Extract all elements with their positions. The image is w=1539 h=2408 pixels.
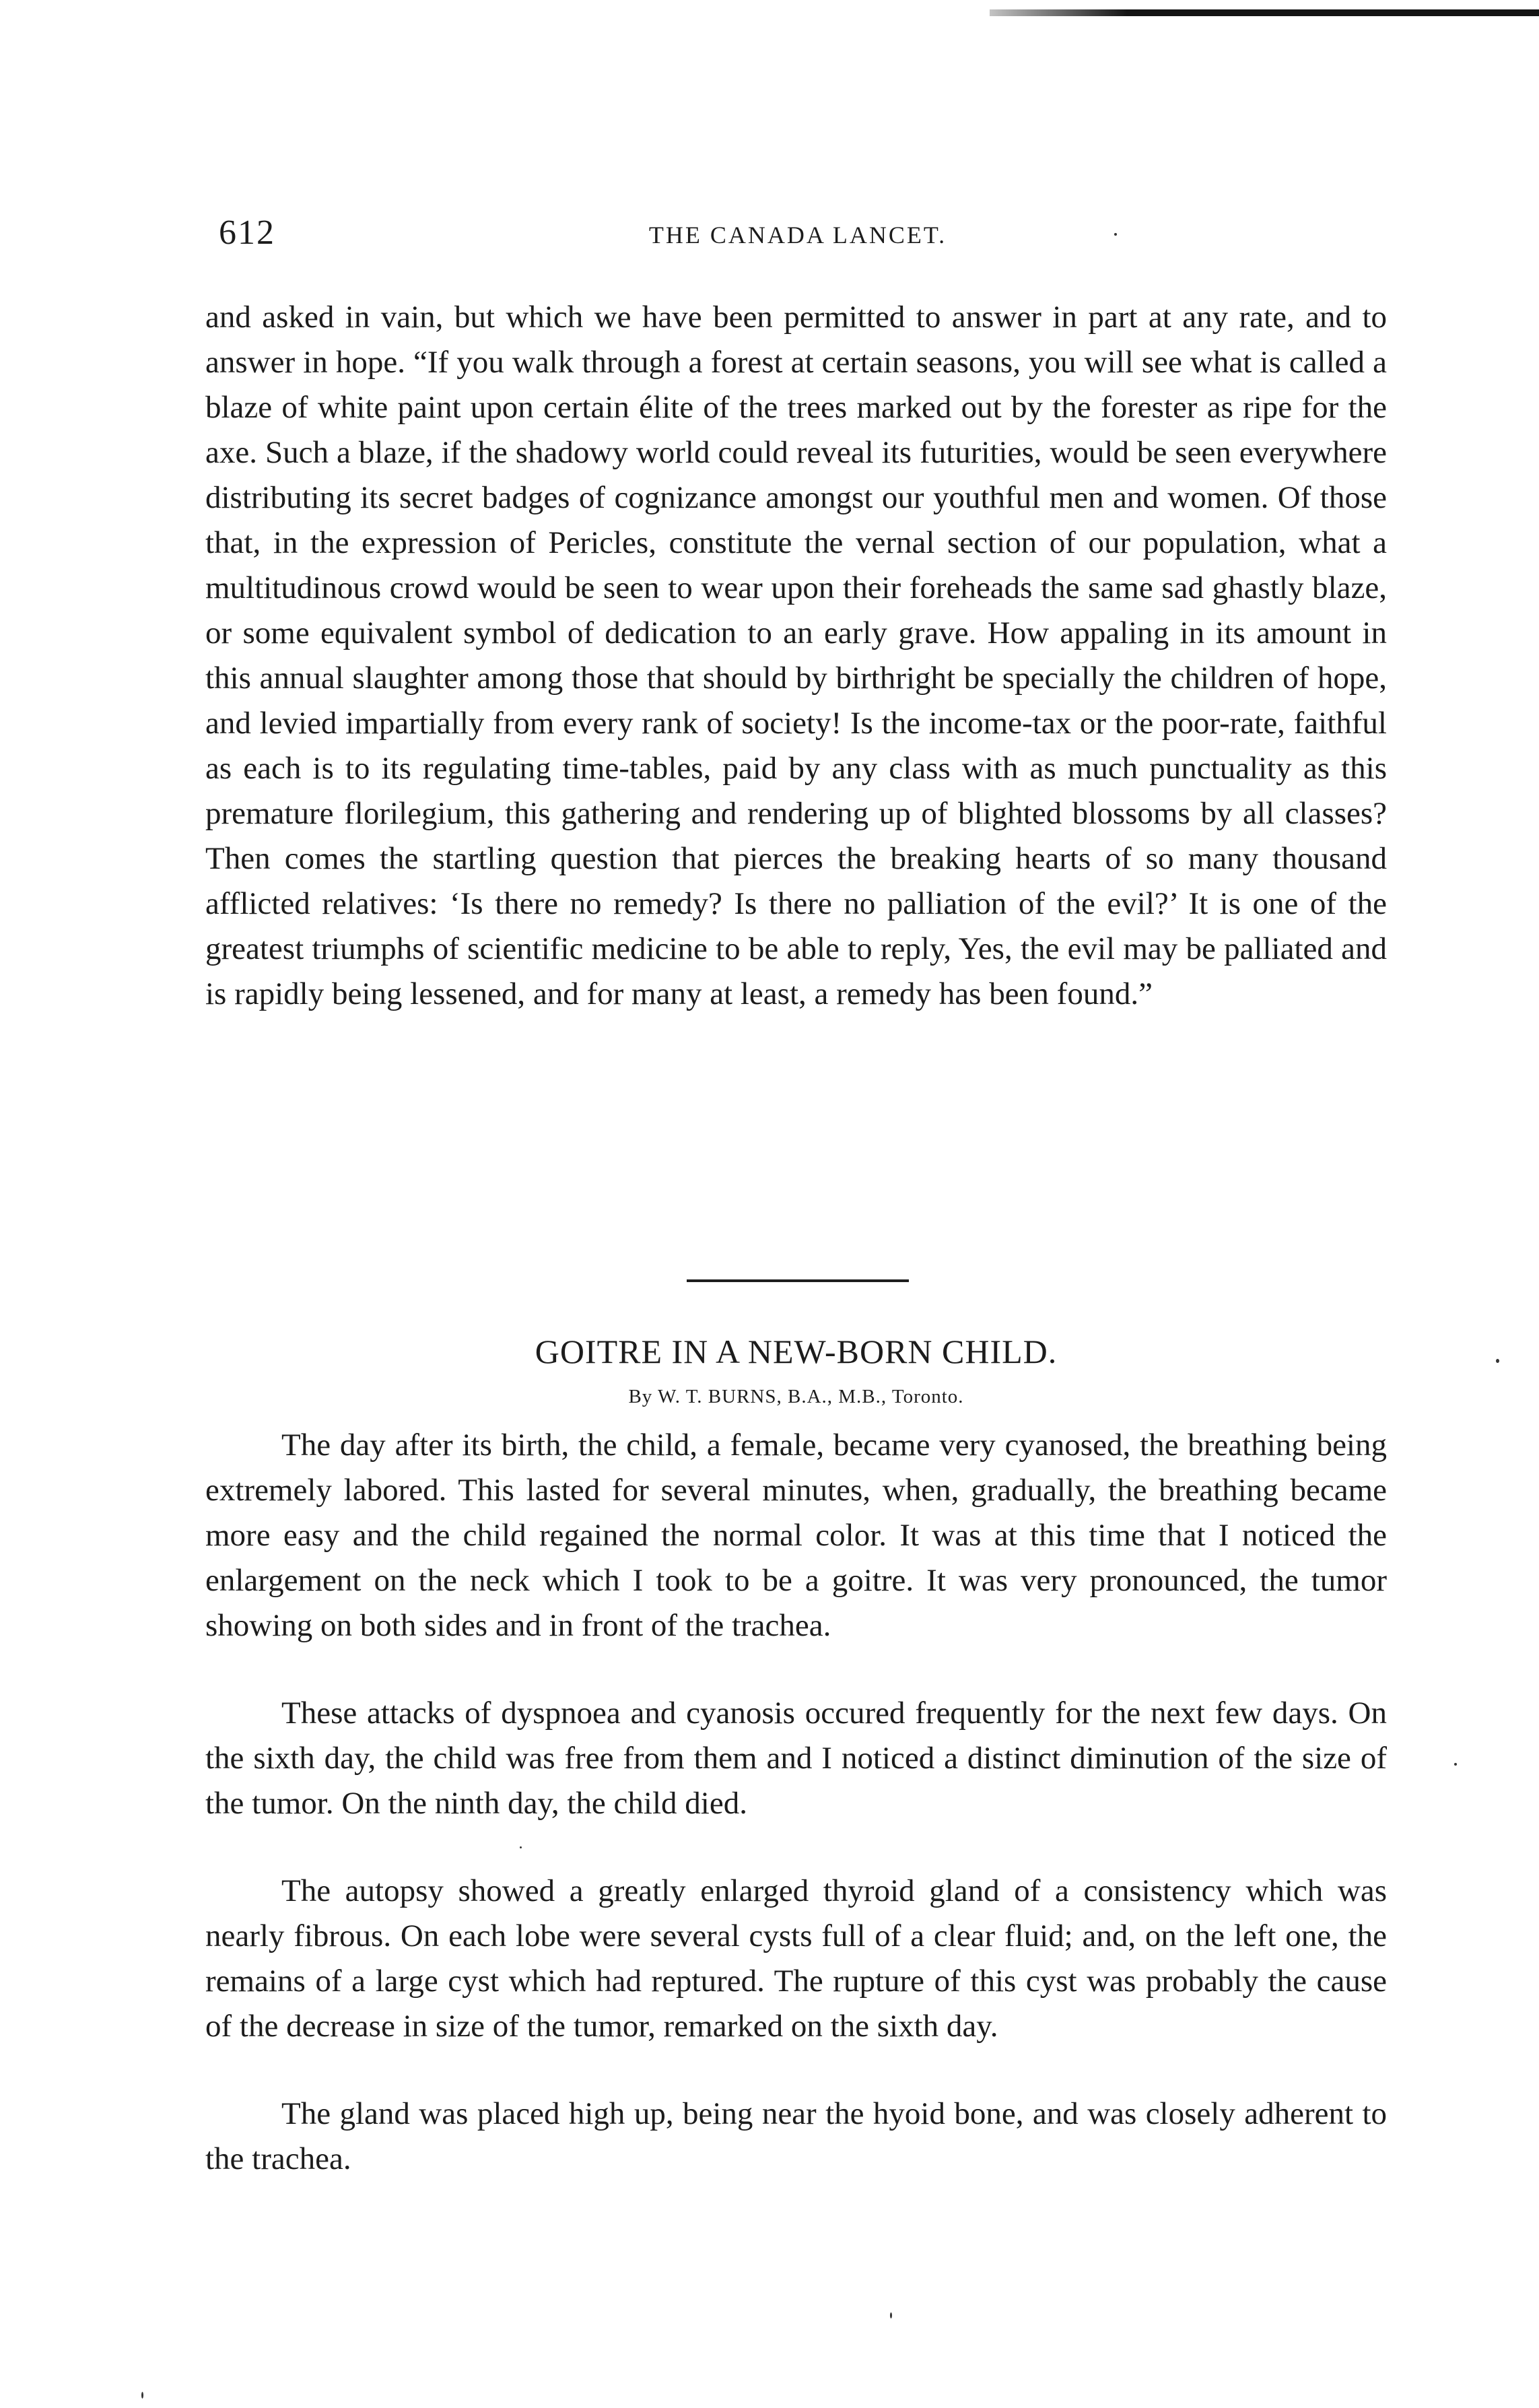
article-paragraph-2: These attacks of dyspnoea and cyanosis occured frequently for the next few days. On the sixth day, the child was free from them and I noticed a distinct diminution of the size of the tumor. On the ninth day, the child died. — [205, 1696, 1387, 1821]
running-head: THE CANADA LANCET. — [648, 222, 947, 248]
page-number: 612 — [219, 213, 275, 252]
scan-speck — [890, 2312, 892, 2318]
page-header — [205, 213, 1390, 260]
article-byline: By W. T. BURNS, B.A., M.B., Toronto. — [628, 1386, 964, 1407]
article-title: GOITRE IN A NEW-BORN CHILD. — [535, 1333, 1058, 1370]
article-paragraph-3: The autopsy showed a greatly enlarged thyroid gland of a consistency which was nearly fibrous. On each lobe were several cysts full of a clear fluid; and, on the left one, the remains of a large cyst which had reptured. The rupture of this cyst was probably the cause of the decrease in size of the tumor, remarked on the sixth day. — [205, 1873, 1387, 2044]
continued-paragraph: and asked in vain, but which we have been permitted to answer in part at any rate, and to answer in hope. “If you walk through a forest at certain seasons, you will see what is called a blaze of white paint upon certain élite of the trees marked out by the forester as ripe for the axe. Such a blaze, if the shadowy world could reveal its futurities, would be seen everywhere distributing its secret badges of cognizance amongst our youthful men and women. Of those that, in the expression of Pericles, constitute the vernal section of our population, what a multitudinous crowd would be seen to wear upon their foreheads the same sad ghastly blaze, or some equivalent symbol of dedication to an early grave. How appaling in its amount in this annual slaughter among those that should by birthright be specially the children of hope, and levied impartially from every rank of society! Is the income-tax or the poor-rate, faithful as each is to its regulating time-tables, paid by any class with as much punctuality as this premature florilegium, this gathering and rendering up of blighted blossoms by all classes? Then comes the startling question that pierces the breaking hearts of so many thousand afflicted relatives: ‘Is there no remedy? Is there no palliation of the evil?’ It is one of the greatest triumphs of scientific medicine to be able to reply, Yes, the evil may be palliated and is rapidly being lessened, and for many at least, a remedy has been found.” — [205, 300, 1387, 1011]
section-divider — [687, 1279, 909, 1282]
scan-speck — [1454, 1763, 1457, 1766]
article-paragraph-1: The day after its birth, the child, a female, became very cyanosed, the breathing being extremely labored. This lasted for several minutes, when, gradually, the breathing became more easy and the child regained the normal color. It was at this time that I noticed the enlargement on the neck which I took to be a goitre. It was very pronounced, the tumor showing on both sides and in front of the trachea. — [205, 1428, 1387, 1643]
scan-speck — [1496, 1359, 1499, 1363]
article-paragraph-4: The gland was placed high up, being near the hyoid bone, and was closely adherent to the trachea. — [205, 2096, 1387, 2176]
scan-speck — [520, 1846, 522, 1848]
scan-speck — [141, 2392, 143, 2399]
top-edge-rule — [990, 9, 1539, 16]
scan-speck — [1114, 233, 1117, 236]
